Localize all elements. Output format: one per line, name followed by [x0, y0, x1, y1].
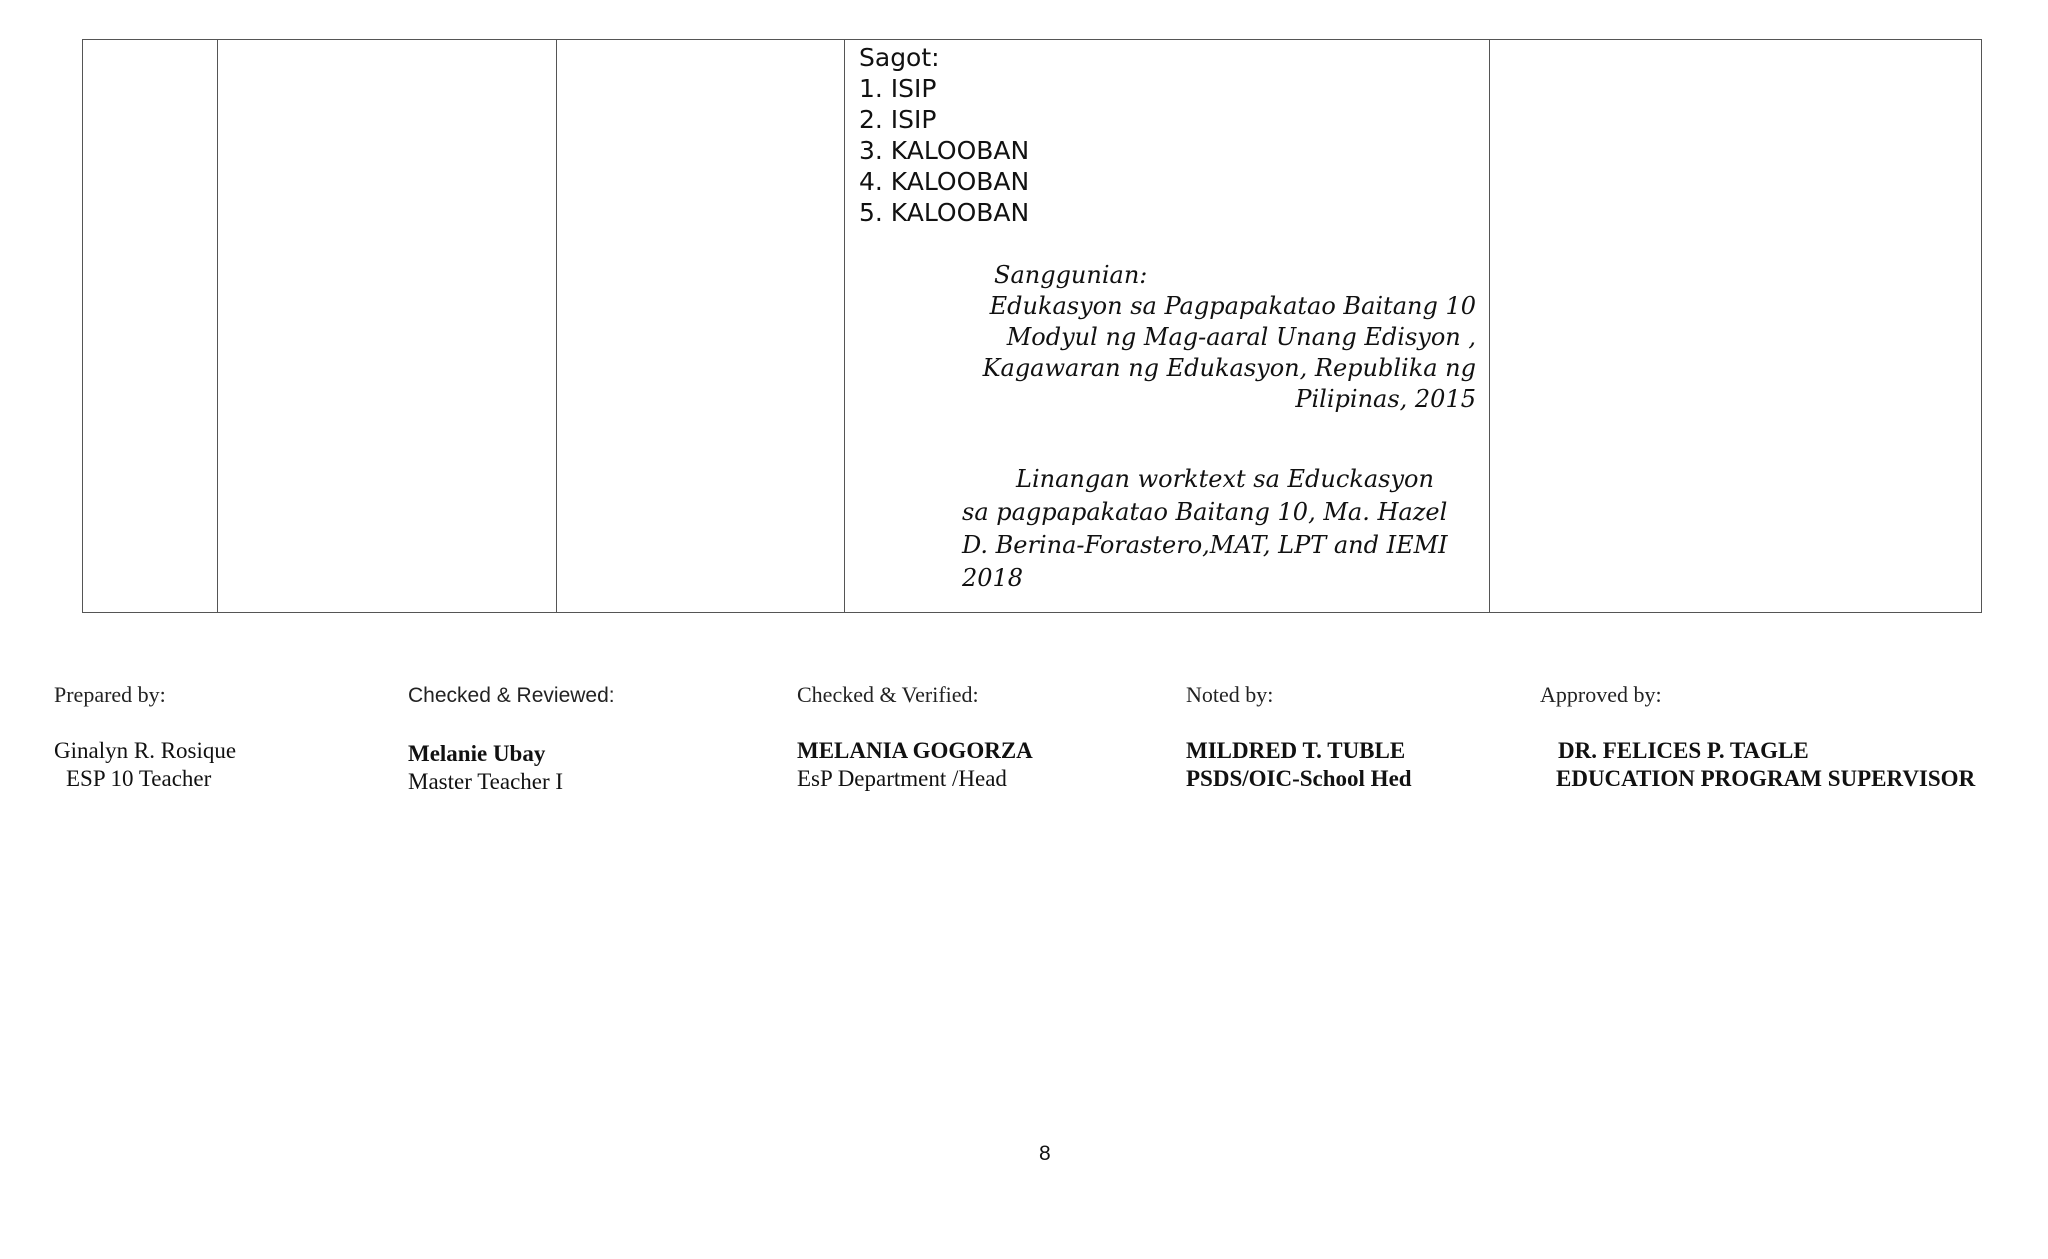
- checked-verified-title: EsP Department /Head: [797, 766, 1007, 791]
- answer-item: 5. KALOOBAN: [859, 198, 1030, 227]
- lesson-plan-table: [82, 39, 1982, 613]
- prepared-by-title: ESP 10 Teacher: [66, 766, 212, 791]
- prepared-by-label: Prepared by:: [54, 682, 166, 707]
- noted-by-title: PSDS/OIC-School Hed: [1186, 766, 1412, 791]
- answers-block: [859, 42, 1029, 228]
- checked-verified-name: MELANIA GOGORZA: [797, 738, 1033, 763]
- column-divider: [556, 40, 557, 612]
- reference-line: D. Berina-Forastero,MAT, LPT and IEMI: [962, 531, 1448, 559]
- answers-heading: Sagot:: [859, 43, 940, 72]
- approved-by-label: Approved by:: [1540, 682, 1662, 707]
- prepared-by-name: Ginalyn R. Rosique: [54, 738, 237, 763]
- answer-item: 1. ISIP: [859, 74, 937, 103]
- checked-reviewed-name: Melanie Ubay: [408, 741, 546, 766]
- reference-1: [960, 260, 1476, 415]
- reference-line: Linangan worktext sa Educkasyon: [1016, 465, 1434, 493]
- answer-item: 3. KALOOBAN: [859, 136, 1030, 165]
- reference-line: Pilipinas, 2015: [1295, 385, 1476, 413]
- checked-reviewed-label: Checked & Reviewed:: [408, 684, 615, 707]
- noted-by-label: Noted by:: [1186, 682, 1274, 707]
- approved-by-name: DR. FELICES P. TAGLE: [1558, 738, 1809, 763]
- answers-cell: [846, 40, 1494, 612]
- checked-reviewed-title: Master Teacher I: [408, 769, 564, 794]
- page-number: 8: [1039, 1142, 1051, 1165]
- reference-line: Modyul ng Mag-aaral Unang Edisyon ,: [1006, 323, 1476, 351]
- reference-line: Kagawaran ng Edukasyon, Republika ng: [982, 354, 1476, 382]
- reference-line: 2018: [962, 564, 1024, 592]
- column-divider: [217, 40, 218, 612]
- reference-heading: Sanggunian:: [994, 261, 1148, 289]
- checked-verified-label: Checked & Verified:: [797, 682, 979, 707]
- reference-line: sa pagpapakatao Baitang 10, Ma. Hazel: [962, 498, 1448, 526]
- column-divider: [844, 40, 845, 612]
- answer-item: 4. KALOOBAN: [859, 167, 1030, 196]
- reference-2: [962, 463, 1482, 595]
- approved-by-title: EDUCATION PROGRAM SUPERVISOR: [1556, 766, 1976, 791]
- reference-line: Edukasyon sa Pagpapakatao Baitang 10: [989, 292, 1476, 320]
- answer-item: 2. ISIP: [859, 105, 937, 134]
- noted-by-name: MILDRED T. TUBLE: [1186, 738, 1406, 763]
